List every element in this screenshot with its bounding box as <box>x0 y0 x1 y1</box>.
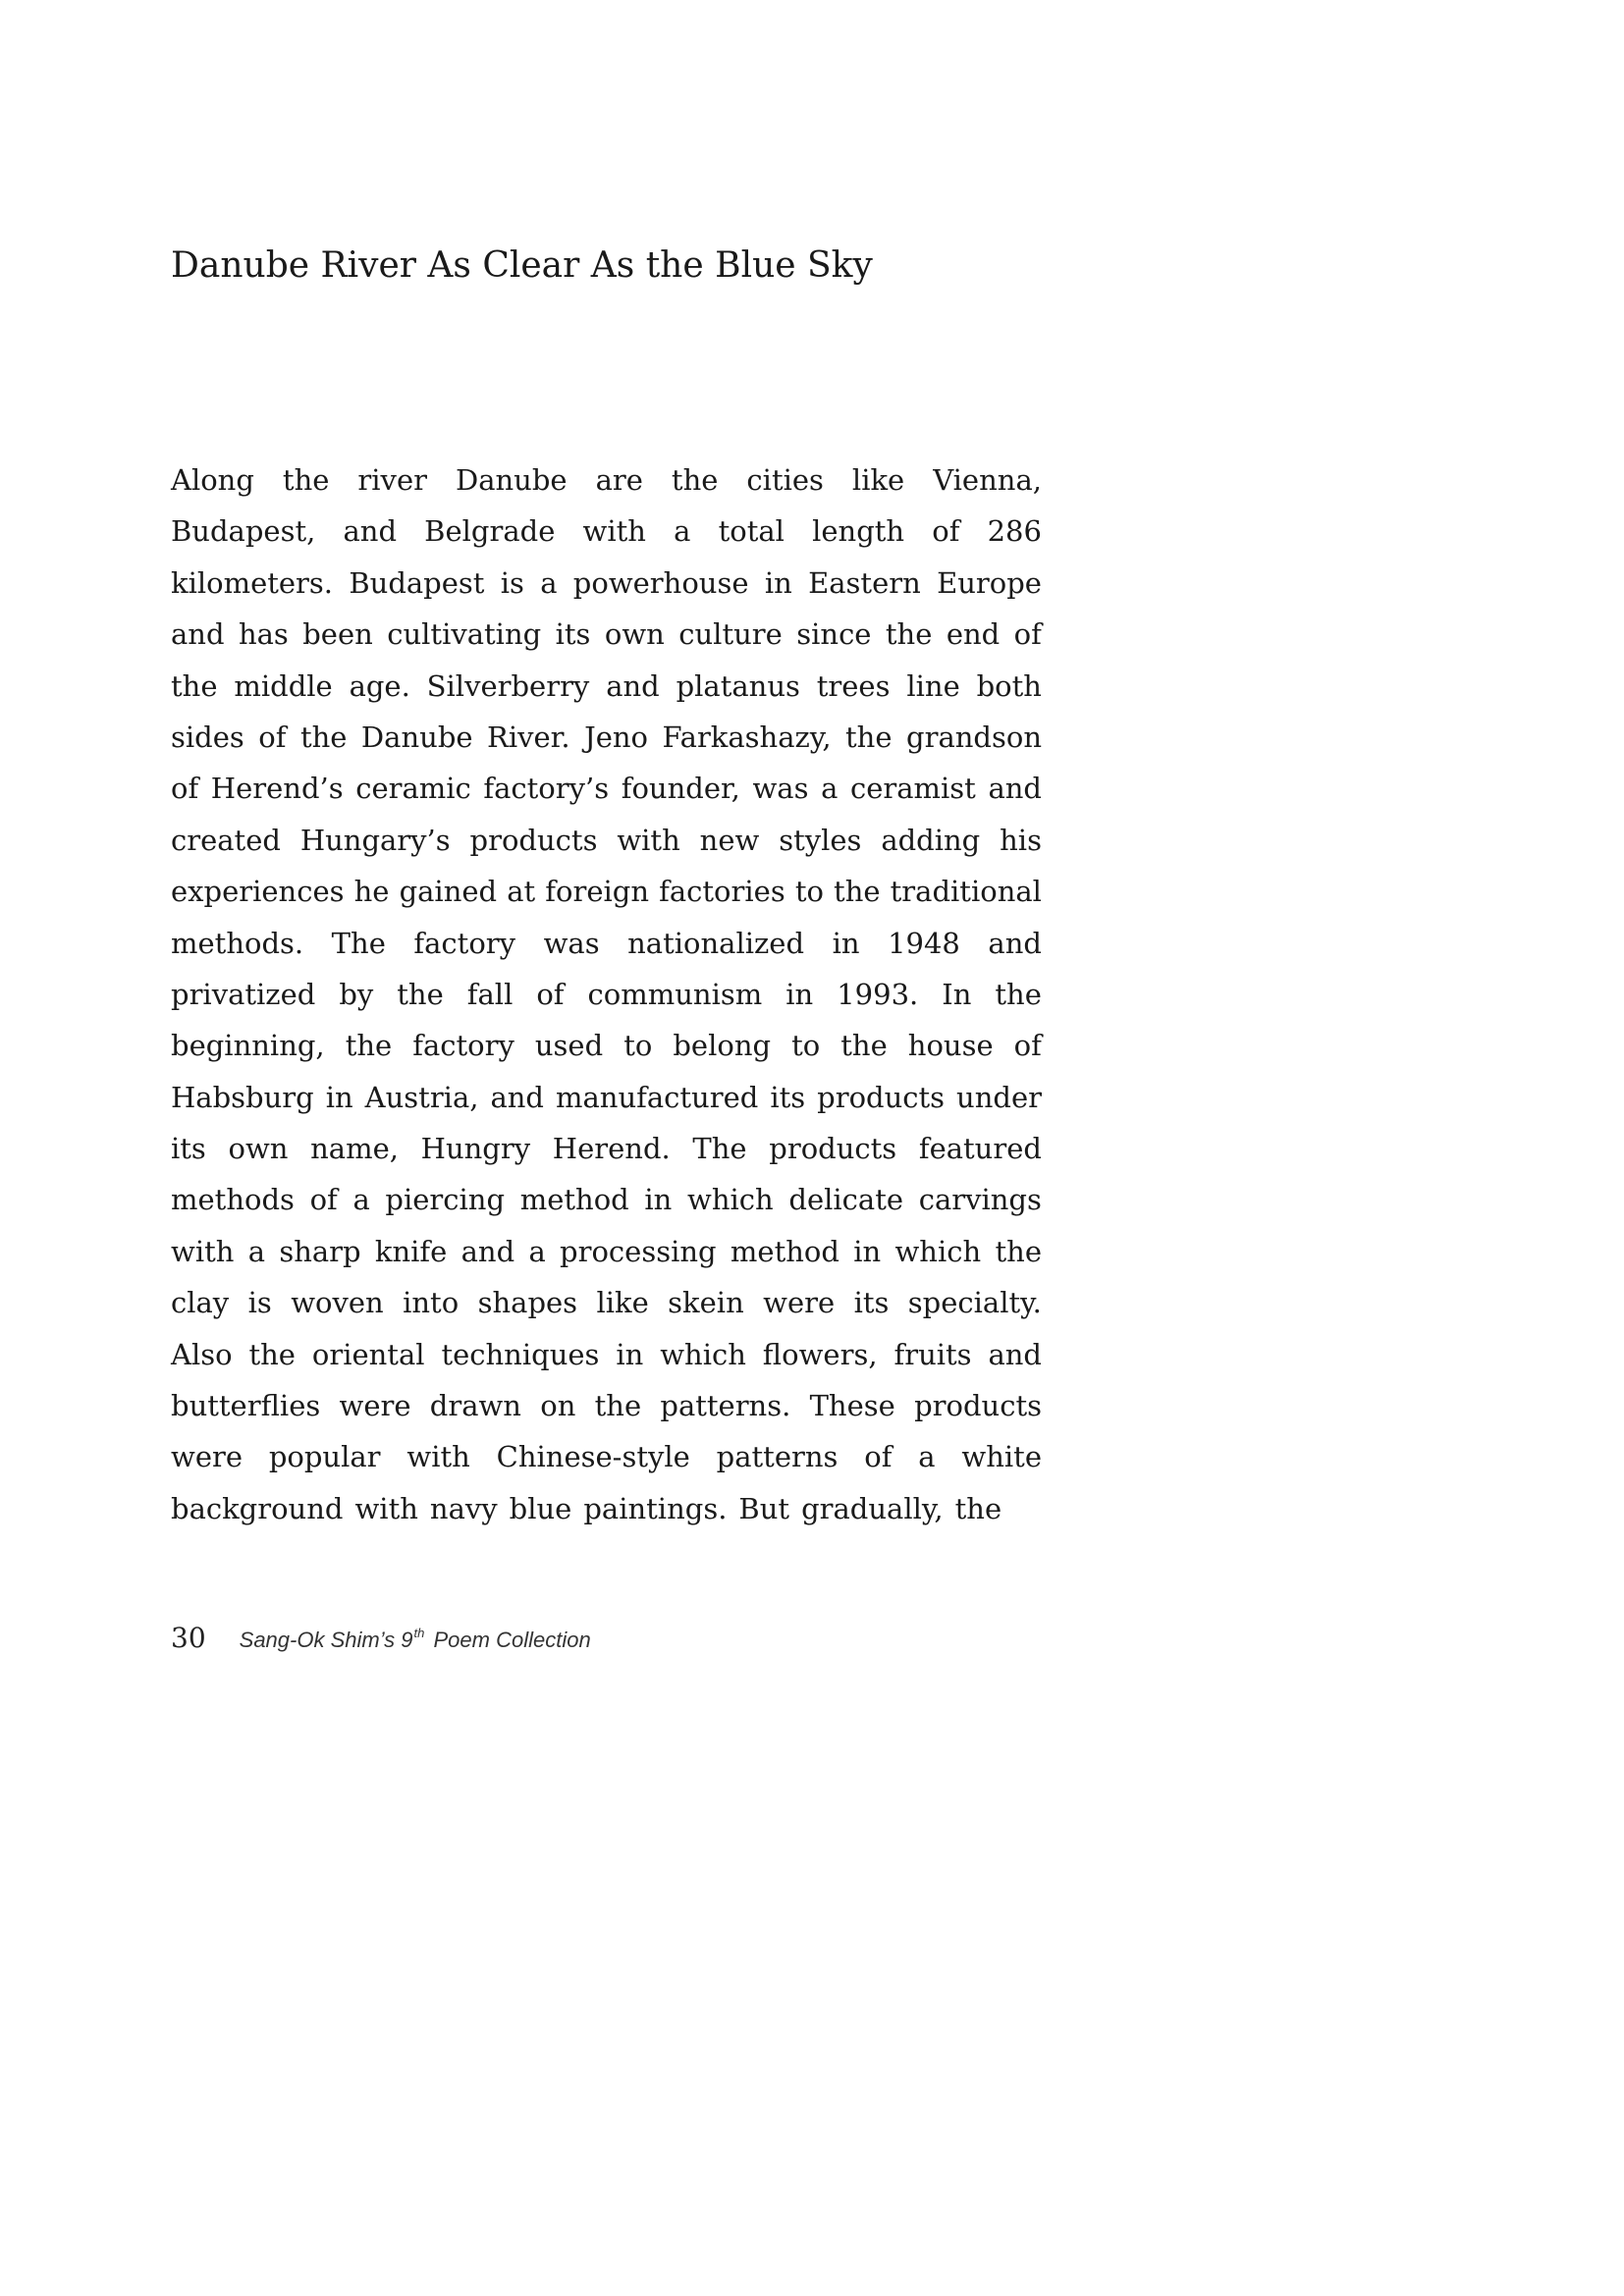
body-word: the <box>840 1029 888 1063</box>
body-word: which <box>687 1183 774 1217</box>
body-word: woven <box>291 1286 384 1320</box>
body-word: grandson <box>906 720 1042 754</box>
body-word: and <box>171 617 225 652</box>
body-word: river <box>357 463 427 497</box>
body-word: since <box>796 617 872 652</box>
body-word: are <box>595 463 643 497</box>
body-line <box>171 661 1042 712</box>
body-word: he <box>353 875 390 909</box>
body-word: navy <box>429 1491 498 1525</box>
body-word: Farkashazy, <box>662 720 832 754</box>
body-word: the <box>845 720 893 754</box>
body-word: a <box>540 565 558 600</box>
body-word: Vienna, <box>933 463 1042 497</box>
body-word: which <box>894 1234 982 1268</box>
body-line <box>171 969 1042 1020</box>
body-word: method <box>730 1234 839 1268</box>
body-word: communism <box>587 977 763 1011</box>
body-word: products <box>914 1389 1042 1423</box>
body-word: used <box>534 1029 604 1063</box>
body-line <box>171 1072 1042 1123</box>
body-word: trees <box>816 668 891 703</box>
body-word: platanus <box>676 668 800 703</box>
body-word: a <box>918 1440 936 1474</box>
body-word: total <box>718 514 785 549</box>
body-word: in <box>325 1080 353 1114</box>
body-word: in <box>764 565 792 600</box>
body-word: Budapest <box>349 565 485 600</box>
body-word: the <box>885 617 933 652</box>
body-word: Eastern <box>808 565 921 600</box>
body-word: factories <box>659 875 785 909</box>
body-word: Silverberry <box>426 668 590 703</box>
body-text <box>171 454 1042 1534</box>
body-word: the <box>397 977 444 1011</box>
running-head-ordinal-suffix: th <box>413 1626 425 1640</box>
body-word: were <box>763 1286 836 1320</box>
body-word: in <box>644 1183 673 1217</box>
body-word: delicate <box>788 1183 904 1217</box>
body-word: featured <box>918 1132 1042 1166</box>
body-word: experiences <box>171 875 345 909</box>
body-word: of <box>1013 1029 1042 1063</box>
body-word: blue <box>509 1491 572 1525</box>
body-word: white <box>961 1440 1042 1474</box>
body-word: and <box>343 514 398 549</box>
body-word: in <box>616 1337 644 1371</box>
body-word: products <box>817 1080 946 1114</box>
body-word: knife <box>374 1234 448 1268</box>
body-line <box>171 866 1042 917</box>
body-word: and <box>490 1080 544 1114</box>
body-word: is <box>247 1286 272 1320</box>
body-line <box>171 454 1042 506</box>
body-word: the <box>282 463 330 497</box>
body-word: carvings <box>918 1183 1042 1217</box>
body-word: Jeno <box>584 720 649 754</box>
body-word: Herend. <box>552 1132 671 1166</box>
body-word: cultivating <box>387 617 542 652</box>
body-word: ceramic <box>355 772 471 806</box>
body-word: to <box>623 1029 653 1063</box>
body-word: has <box>238 617 289 652</box>
body-word: privatized <box>171 977 316 1011</box>
body-word: of <box>258 720 287 754</box>
body-word: in <box>853 1234 882 1268</box>
body-word: Europe <box>937 565 1042 600</box>
body-word: cities <box>746 463 824 497</box>
body-word: factory’s <box>483 772 610 806</box>
body-word: The <box>692 1132 747 1166</box>
body-word: 1948 <box>888 926 960 960</box>
body-word: like <box>851 463 905 497</box>
body-word: were <box>171 1440 244 1474</box>
body-word: traditional <box>890 875 1042 909</box>
body-word: of <box>1013 617 1042 652</box>
body-word: end <box>946 617 1001 652</box>
body-word: and <box>988 926 1042 960</box>
body-word: techniques <box>441 1337 600 1371</box>
body-word: to <box>794 875 824 909</box>
body-line <box>171 1431 1042 1482</box>
body-word: Habsburg <box>171 1080 314 1114</box>
body-word: butterflies <box>171 1389 321 1423</box>
body-word: with <box>406 1440 470 1474</box>
body-word: gradually, <box>801 1491 944 1525</box>
body-word: the <box>171 668 218 703</box>
body-word: products <box>469 823 598 857</box>
body-word: processing <box>560 1234 717 1268</box>
body-word: the <box>954 1491 1002 1525</box>
body-word: house <box>907 1029 994 1063</box>
body-word: manufactured <box>556 1080 759 1114</box>
body-word: age. <box>349 668 410 703</box>
body-word: its <box>555 617 591 652</box>
body-line <box>171 1380 1042 1431</box>
body-word: with <box>171 1234 235 1268</box>
body-word: gained <box>399 875 498 909</box>
body-word: like <box>596 1286 649 1320</box>
body-word: nationalized <box>627 926 805 960</box>
body-word: a <box>528 1234 546 1268</box>
body-word: oriental <box>311 1337 425 1371</box>
body-word: Budapest, <box>171 514 316 549</box>
body-word: was <box>543 926 600 960</box>
body-word: the <box>995 1234 1042 1268</box>
body-word: drawn <box>429 1389 521 1423</box>
body-word: piercing <box>385 1183 506 1217</box>
body-line <box>171 815 1042 866</box>
body-word: background <box>171 1491 344 1525</box>
body-line <box>171 1174 1042 1225</box>
body-word: in <box>832 926 860 960</box>
body-word: styles <box>779 823 862 857</box>
body-word: new <box>699 823 760 857</box>
body-word: foreign <box>545 875 650 909</box>
body-word: specialty. <box>907 1286 1042 1320</box>
body-word: products <box>769 1132 897 1166</box>
body-word: of <box>309 1183 338 1217</box>
body-word: adding <box>881 823 981 857</box>
body-word: own <box>228 1132 289 1166</box>
body-word: Austria, <box>364 1080 479 1114</box>
body-word: Hungry <box>420 1132 531 1166</box>
body-word: his <box>1000 823 1042 857</box>
body-word: Chinese-style <box>496 1440 690 1474</box>
body-word: method <box>519 1183 629 1217</box>
body-word: sharp <box>279 1234 361 1268</box>
page-footer <box>171 1622 591 1654</box>
body-word: Also <box>171 1337 233 1371</box>
body-word: a <box>674 514 691 549</box>
body-word: skein <box>668 1286 744 1320</box>
body-word: 286 <box>987 514 1042 549</box>
body-word: which <box>660 1337 746 1371</box>
body-line <box>171 1226 1042 1277</box>
body-word: the <box>834 875 881 909</box>
body-word: 1993. <box>837 977 919 1011</box>
body-word: Danube <box>455 463 568 497</box>
body-line <box>171 1277 1042 1328</box>
body-line <box>171 1483 1042 1534</box>
body-word: the <box>995 977 1042 1011</box>
body-word: been <box>302 617 373 652</box>
body-word: a <box>247 1234 266 1268</box>
body-word: of <box>536 977 565 1011</box>
body-word: Herend’s <box>210 772 344 806</box>
body-word: Belgrade <box>424 514 556 549</box>
body-word: paintings. <box>583 1491 728 1525</box>
body-word: and <box>460 1234 515 1268</box>
body-word: clay <box>171 1286 230 1320</box>
body-line <box>171 763 1042 814</box>
body-word: the <box>671 463 719 497</box>
body-word: of <box>864 1440 893 1474</box>
body-word: In <box>942 977 972 1011</box>
body-word: ceramist <box>849 772 976 806</box>
body-word: both <box>976 668 1042 703</box>
body-word: methods. <box>171 926 304 960</box>
body-word: kilometers. <box>171 565 334 600</box>
body-word: popular <box>268 1440 381 1474</box>
body-word: on <box>540 1389 576 1423</box>
body-word: length <box>812 514 905 549</box>
body-word: created <box>171 823 281 857</box>
body-word: fall <box>466 977 514 1011</box>
body-word: by <box>339 977 374 1011</box>
body-line <box>171 558 1042 609</box>
running-head-author: Sang-Ok Shim’s 9 <box>239 1628 413 1652</box>
body-word: own <box>604 617 665 652</box>
body-word: into <box>403 1286 460 1320</box>
body-word: the <box>299 720 348 754</box>
body-word: shapes <box>477 1286 578 1320</box>
body-line <box>171 506 1042 557</box>
body-line <box>171 609 1042 660</box>
body-word: with <box>582 514 646 549</box>
body-word: its <box>770 1080 806 1114</box>
body-line <box>171 918 1042 969</box>
body-word: factory <box>413 926 516 960</box>
body-word: under <box>956 1080 1042 1114</box>
body-line <box>171 1020 1042 1071</box>
body-word: Hungary’s <box>299 823 451 857</box>
body-word: middle <box>234 668 333 703</box>
body-line <box>171 712 1042 763</box>
body-word: methods <box>171 1183 295 1217</box>
body-word: Danube <box>360 720 473 754</box>
body-word: Along <box>171 463 254 497</box>
body-line <box>171 1123 1042 1174</box>
body-word: These <box>809 1389 895 1423</box>
body-word: its <box>171 1132 206 1166</box>
body-word: of <box>171 772 199 806</box>
body-word: is <box>500 565 524 600</box>
page-title: Danube River As Clear As the Blue Sky <box>171 245 873 286</box>
body-word: were <box>339 1389 411 1423</box>
body-word: in <box>785 977 814 1011</box>
body-word: powerhouse <box>572 565 749 600</box>
body-word: beginning, <box>171 1029 325 1063</box>
body-word: to <box>791 1029 821 1063</box>
body-word: and <box>988 1337 1042 1371</box>
body-word: belong <box>673 1029 772 1063</box>
body-word: The <box>331 926 386 960</box>
body-word: at <box>507 875 536 909</box>
body-word: of <box>932 514 960 549</box>
body-word: with <box>354 1491 418 1525</box>
body-word: name, <box>310 1132 399 1166</box>
body-word: line <box>906 668 960 703</box>
body-word: culture <box>678 617 783 652</box>
body-word: its <box>853 1286 890 1320</box>
body-word: But <box>738 1491 790 1525</box>
body-word: and <box>606 668 660 703</box>
body-word: was <box>752 772 809 806</box>
running-head-collection: Poem Collection <box>427 1628 591 1652</box>
body-word: sides <box>171 720 244 754</box>
body-word: the <box>594 1389 642 1423</box>
body-word: with <box>617 823 680 857</box>
body-word: founder, <box>621 772 740 806</box>
body-word: a <box>821 772 839 806</box>
body-word: factory <box>412 1029 514 1063</box>
body-word: fruits <box>893 1337 972 1371</box>
body-word: flowers, <box>762 1337 878 1371</box>
body-word: patterns <box>716 1440 839 1474</box>
page-number: 30 <box>171 1622 206 1654</box>
body-word: patterns. <box>660 1389 791 1423</box>
body-line <box>171 1329 1042 1380</box>
body-word: River. <box>487 720 570 754</box>
running-head <box>240 1626 591 1653</box>
body-word: a <box>352 1183 370 1217</box>
body-word: and <box>988 772 1042 806</box>
body-word: the <box>248 1337 296 1371</box>
body-word: the <box>345 1029 393 1063</box>
